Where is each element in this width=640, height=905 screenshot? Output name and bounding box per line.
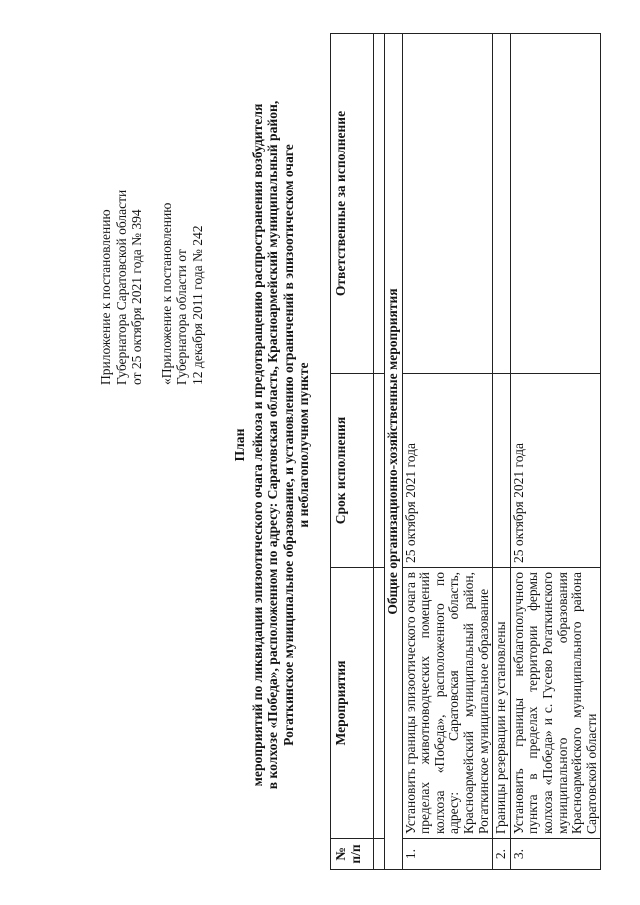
row-responsible [402, 34, 493, 374]
row-num: 3. [510, 839, 601, 870]
row-event: Установить границы эпизоотического очага в пределах животноводческих помещений колхоза «Победа», расположенного по адресу: Саратовская область, Красноармейский муниципальный район, Рогаткинское муниципальное образование [402, 568, 493, 839]
row-event: Границы резервации не установлены [493, 568, 511, 839]
annex-reference [98, 65, 205, 385]
table-spacer-row [374, 34, 385, 870]
annex-line: Губернатора области от [174, 249, 189, 385]
plan-table [330, 33, 601, 870]
row-term: 25 октября 2021 года [402, 374, 493, 568]
table-row [510, 34, 601, 870]
annex-line: от 25 октября 2021 года № 394 [129, 209, 144, 385]
title-line: Рогаткинское муниципальное образование, и установлению ограничений в эпизоотическом очаге [280, 144, 296, 746]
table-row [402, 34, 493, 870]
title-line: мероприятий по ликвидации эпизоотического очага лейкоза и предотвращению распространения возбудителя [249, 103, 265, 787]
annex-line: «Приложение к постановлению [158, 202, 174, 385]
row-num: 2. [493, 839, 511, 870]
annex-line: Приложение к постановлению [98, 209, 113, 385]
header-event: Мероприятия [331, 568, 374, 839]
table-row [493, 34, 511, 870]
header-responsible: Ответственные за исполнение [331, 34, 374, 374]
header-term: Срок исполнения [331, 374, 374, 568]
header-num: № п/п [331, 839, 374, 870]
document-title [232, 25, 312, 865]
row-term [493, 374, 511, 568]
table-header-row [331, 34, 374, 870]
section-title: Общие организационно-хозяйственные мероприятия [385, 34, 403, 870]
annex-line: 12 декабря 2011 года № 242 [189, 225, 205, 385]
title-heading: План [232, 428, 247, 462]
row-num: 1. [402, 839, 493, 870]
row-term: 25 октября 2021 года [510, 374, 601, 568]
row-responsible [510, 34, 601, 374]
annex-line: Губернатора Саратовской области [113, 189, 129, 385]
title-line: и неблагополучном пункте [296, 362, 312, 528]
row-event: Установить границы неблагополучного пункта в пределах территории фермы колхоза «Победа» и с. Гусево Рогаткинского муниципального образования Красноармейского муниципального района Саратовской области [510, 568, 601, 839]
title-line: в колхозе «Победа», расположенном по адресу: Саратовская область, Красноармейский муниципальный район, [265, 100, 281, 790]
row-responsible [493, 34, 511, 374]
section-header-row [385, 34, 403, 870]
